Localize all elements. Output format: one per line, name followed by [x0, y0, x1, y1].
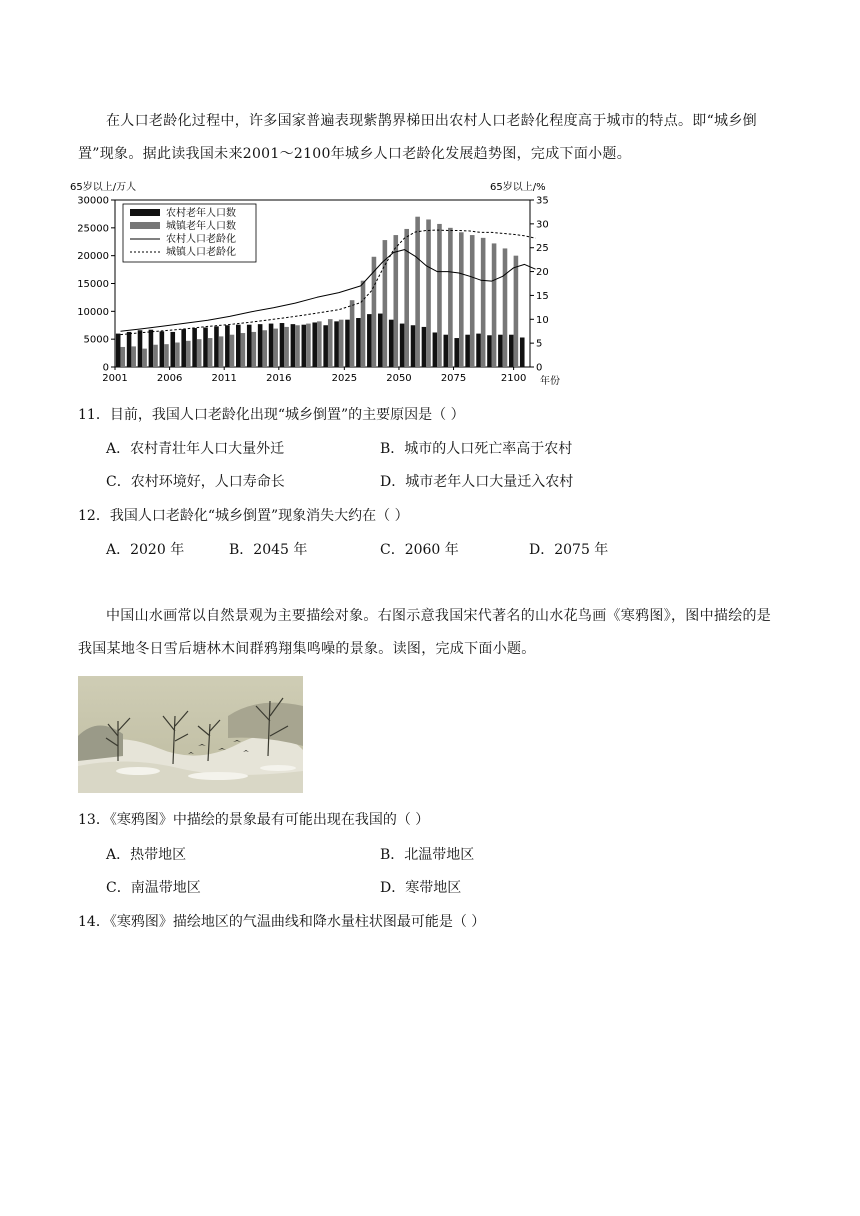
urban-bar: [328, 319, 333, 367]
right-tick-label: 0: [536, 362, 543, 374]
left-tick-label: 0: [102, 362, 109, 374]
urban-bar: [186, 341, 191, 367]
rural-bar: [214, 326, 219, 367]
x-tick-label: 2050: [386, 373, 412, 384]
urban-bar: [142, 349, 147, 367]
legend: [123, 204, 256, 262]
urban-bar: [120, 347, 125, 367]
han-ya-tu-painting: [78, 676, 303, 793]
rural-bar: [345, 320, 350, 367]
aging-trend-chart: [70, 178, 570, 390]
q13-option-c[interactable]: C．南温带地区: [106, 880, 201, 896]
rural-bar: [116, 334, 121, 367]
rural-bar: [181, 329, 186, 367]
rural-bar: [247, 325, 252, 367]
right-tick-label: 30: [536, 219, 549, 231]
rural-bar: [334, 321, 339, 367]
rural-bar: [192, 328, 197, 367]
left-tick-label: 20000: [77, 251, 109, 263]
urban-bar: [175, 343, 180, 367]
x-tick-label: 2011: [211, 373, 237, 384]
q11-option-c[interactable]: C．农村环境好，人口寿命长: [106, 474, 285, 490]
urban-bar: [230, 335, 235, 367]
legend-rural-bars: 农村老年人口数: [166, 208, 236, 219]
x-tick-label: 2100: [500, 373, 527, 384]
urban-bar: [219, 336, 224, 367]
x-axis-unit: 年份: [540, 376, 560, 387]
q11-option-b[interactable]: B．城市的人口死亡率高于农村: [380, 441, 573, 457]
rural-bar: [225, 325, 230, 367]
legend-rural-line: 农村人口老龄化: [166, 234, 236, 245]
urban-bar: [350, 300, 355, 367]
urban-bar: [252, 332, 257, 367]
q12-option-a[interactable]: A．2020 年: [106, 542, 185, 558]
q12-option-b[interactable]: B．2045 年: [229, 542, 308, 558]
right-axis-ticks: [530, 196, 549, 374]
urban-bar: [273, 329, 278, 367]
urban-bar: [131, 346, 136, 367]
question-13: 13．《寒鸦图》中描绘的景象最有可能出现在我国的（ ）: [78, 812, 430, 828]
q13-option-b[interactable]: B．北温带地区: [380, 847, 475, 863]
rural-bar: [444, 335, 449, 367]
left-tick-label: 30000: [77, 195, 109, 207]
rural-bar: [203, 327, 208, 367]
q11-option-d[interactable]: D．城市老年人口大量迁入农村: [380, 474, 574, 490]
passage-2: 中国山水画常以自然景观为主要描绘对象。右图示意我国宋代著名的山水花鸟画《寒鸦图》，图中描绘的是我国某地冬日雪后塘林木间群鸦翔集鸣噪的景象。读图，完成下面小题。: [78, 608, 772, 657]
rural-bar: [411, 325, 416, 367]
left-tick-label: 15000: [77, 279, 109, 290]
q12-option-c[interactable]: C．2060 年: [380, 542, 459, 558]
passage-1: 在人口老龄化过程中，许多国家普遍表现紫鹊界梯田出农村人口老龄化程度高于城市的特点。即“城乡倒置”现象。据此读我国未来2001～2100年城乡人口老龄化发展趋势图，完成下面小题。: [78, 113, 757, 162]
urban-bar: [503, 248, 508, 367]
q12-option-d[interactable]: D．2075 年: [529, 542, 609, 558]
left-tick-label: 5000: [83, 334, 109, 346]
urban-bar: [448, 228, 453, 367]
urban-bar: [262, 330, 267, 367]
right-tick-label: 35: [536, 195, 549, 207]
rural-bar: [378, 314, 383, 367]
rural-bar: [520, 337, 525, 367]
urban-bar: [470, 235, 475, 367]
left-tick-label: 10000: [77, 306, 109, 318]
rural-bar: [498, 335, 503, 367]
rural-bar: [323, 325, 328, 367]
right-tick-label: 5: [536, 338, 543, 350]
right-axis-title: 65岁以上/%: [490, 182, 546, 193]
rural-bar: [465, 335, 470, 367]
rural-bar: [400, 324, 405, 367]
question-11: 11．目前，我国人口老龄化出现“城乡倒置”的主要原因是（ ）: [78, 407, 465, 423]
left-axis-ticks: [77, 196, 115, 374]
urban-bar: [361, 281, 366, 367]
urban-bar: [153, 345, 158, 367]
rural-bar: [280, 323, 285, 367]
rural-bar: [422, 327, 427, 367]
right-tick-label: 15: [536, 290, 549, 302]
rural-bar: [367, 314, 372, 367]
rural-bar: [170, 332, 175, 367]
rural-bar: [160, 331, 165, 367]
urban-bar: [317, 321, 322, 367]
rural-bar: [236, 325, 241, 367]
rural-bar: [487, 335, 492, 367]
urban-bar: [284, 327, 289, 367]
urban-bar: [514, 256, 519, 367]
urban-bar: [339, 320, 344, 367]
urban-bar: [492, 243, 497, 367]
urban-bar: [164, 344, 169, 367]
rural-bar: [454, 338, 459, 367]
x-tick-label: 2006: [156, 373, 183, 384]
right-tick-label: 20: [536, 267, 549, 279]
rural-bar: [356, 318, 361, 367]
rural-bar: [127, 332, 132, 367]
urban-bar: [481, 238, 486, 367]
urban-bar: [197, 339, 202, 367]
urban-bar: [306, 324, 311, 367]
legend-urban-bars: 城镇老年人口数: [166, 221, 236, 232]
x-tick-label: 2025: [331, 373, 358, 384]
q13-option-a[interactable]: A．热带地区: [106, 847, 187, 863]
rural-bar: [433, 332, 438, 367]
rural-bar: [149, 330, 154, 367]
rural-bar: [312, 322, 317, 367]
rural-bar: [302, 325, 307, 367]
q11-option-a[interactable]: A．农村青壮年人口大量外迁: [106, 441, 285, 457]
x-tick-label: 2001: [102, 373, 128, 384]
legend-urban-line: 城镇人口老龄化: [166, 247, 236, 258]
rural-bar: [258, 324, 263, 367]
left-tick-label: 25000: [77, 223, 109, 235]
left-axis-title: 65岁以上/万人: [70, 182, 137, 193]
rural-bar: [509, 335, 514, 367]
urban-bar: [459, 232, 464, 367]
q13-option-d[interactable]: D．寒带地区: [380, 880, 462, 896]
rural-bar: [138, 330, 143, 367]
urban-bar: [415, 217, 420, 367]
x-tick-label: 2075: [440, 373, 467, 384]
rural-bar: [389, 320, 394, 367]
urban-bar: [295, 325, 300, 367]
urban-bar: [437, 224, 442, 367]
urban-bar: [208, 338, 213, 367]
rural-bar: [269, 324, 274, 367]
urban-bar: [393, 235, 398, 367]
right-tick-label: 25: [536, 243, 549, 255]
rural-bar: [291, 324, 296, 367]
question-14: 14．《寒鸦图》描绘地区的气温曲线和降水量柱状图最可能是（ ）: [78, 914, 486, 930]
x-tick-label: 2016: [266, 373, 292, 384]
right-tick-label: 10: [536, 314, 549, 326]
urban-bar: [241, 333, 246, 367]
question-12: 12．我国人口老龄化“城乡倒置”现象消失大约在（ ）: [78, 508, 409, 524]
urban-bar: [426, 219, 431, 367]
rural-bar: [476, 334, 481, 367]
x-axis-ticks: [102, 367, 526, 384]
